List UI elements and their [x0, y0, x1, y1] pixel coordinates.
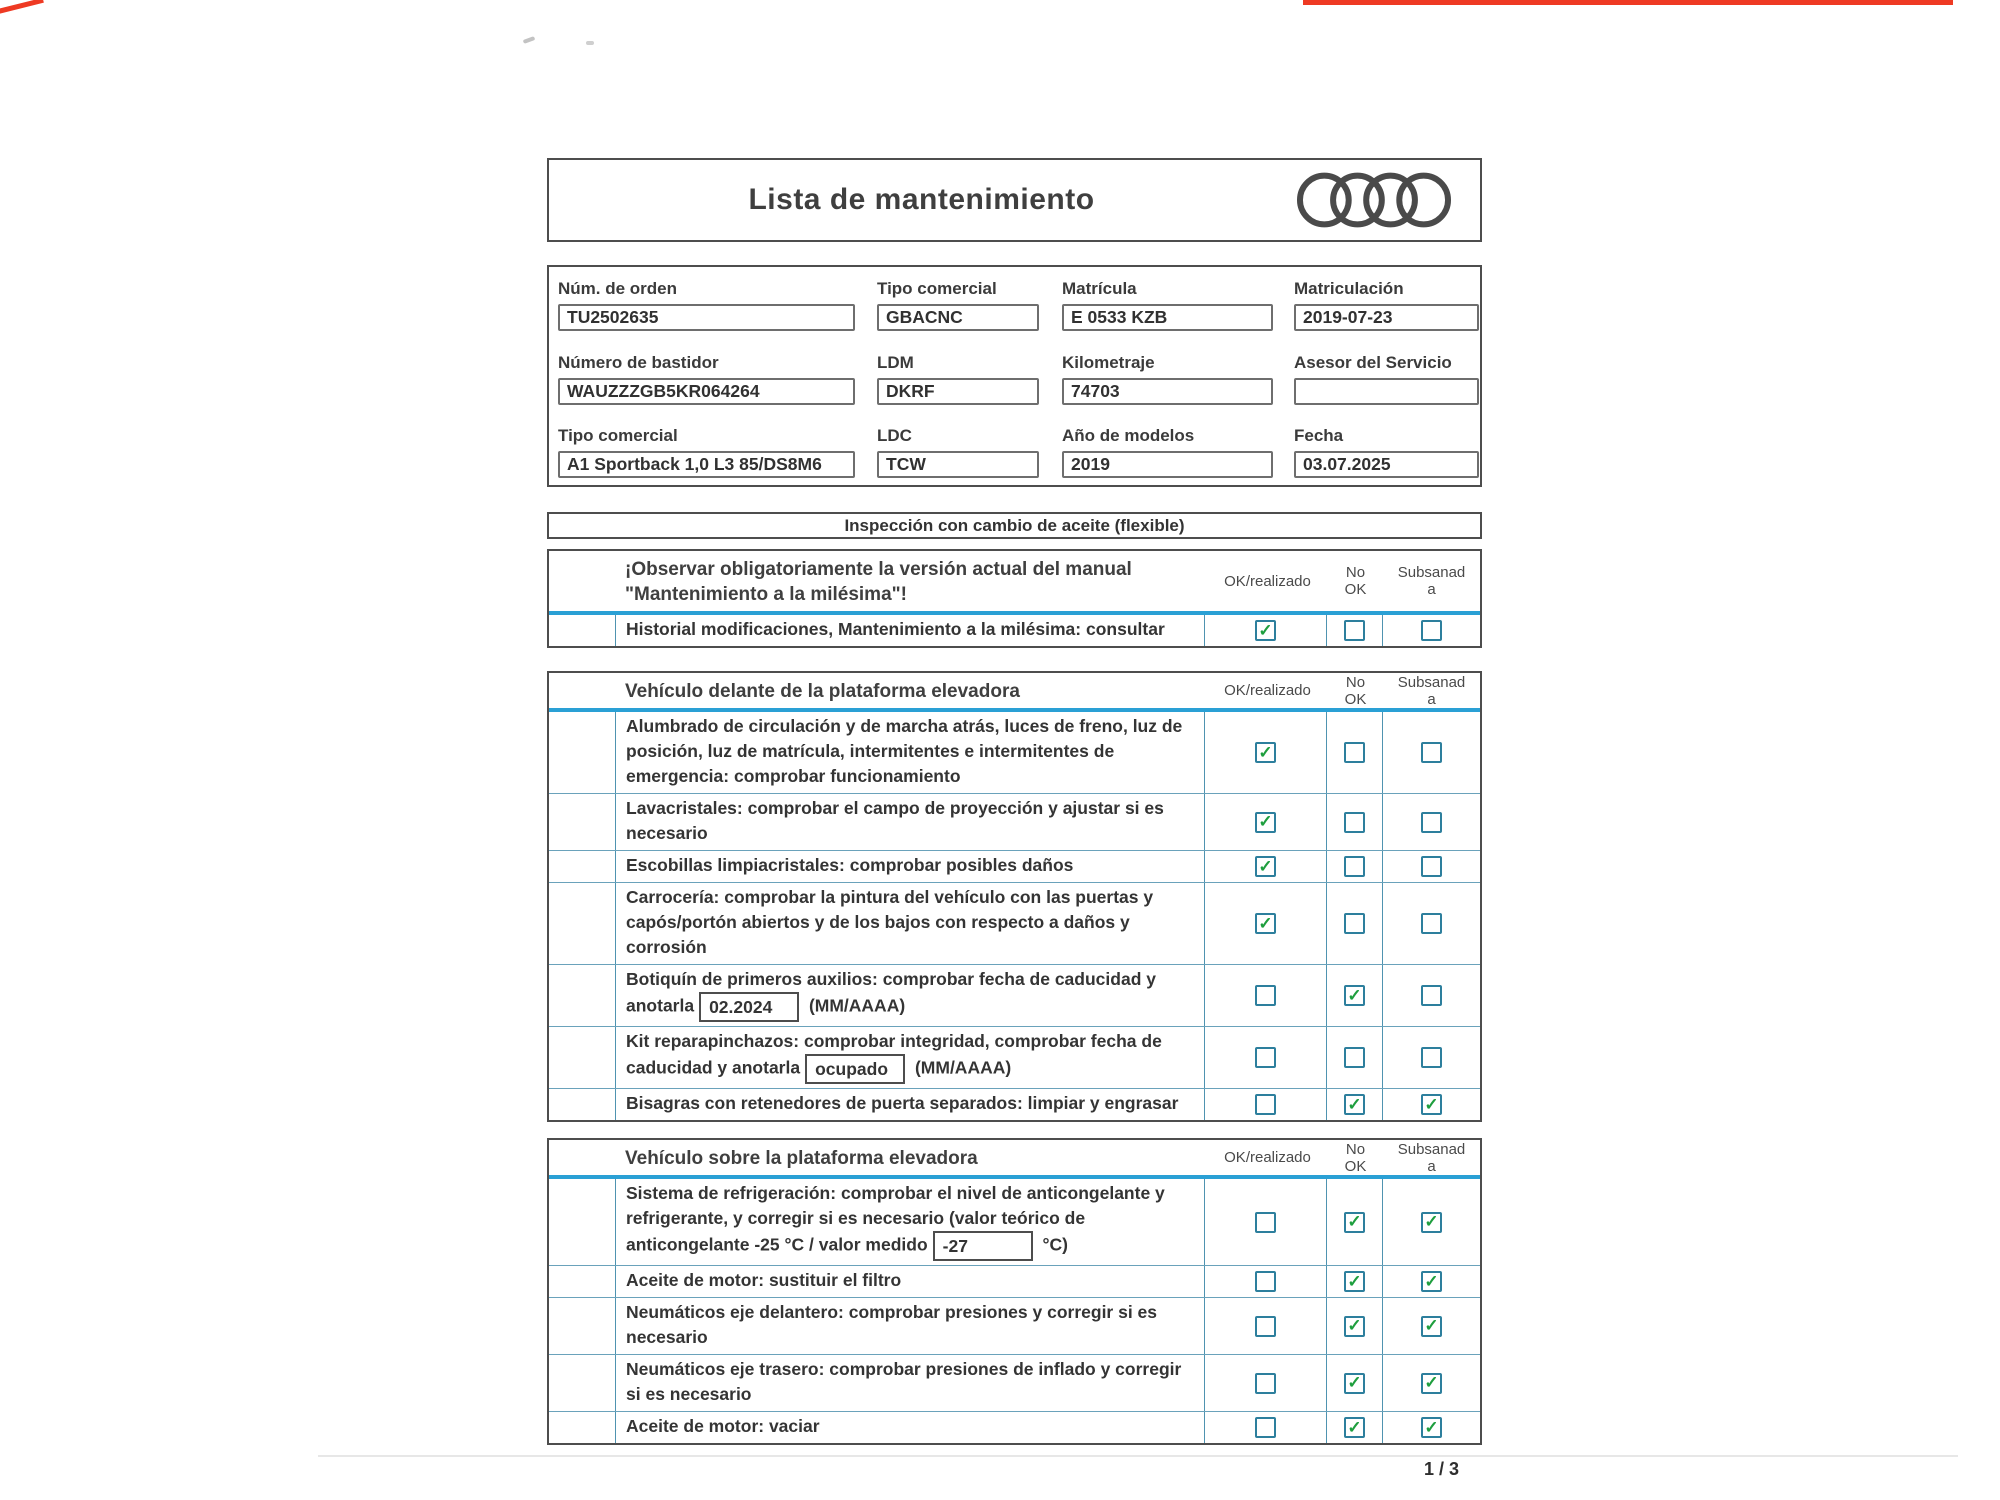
info-field [877, 426, 1039, 478]
row-spacer-cell [549, 712, 616, 793]
field-label: Fecha [1294, 426, 1344, 445]
check-cell-nok [1326, 1179, 1382, 1265]
row-task-text: Carrocería: comprobar la pintura del vehículo con las puertas y capós/portón abiertos y de los bajos con respecto a daños y corrosión [626, 887, 1154, 957]
check-cell-fixed [1382, 851, 1480, 882]
check-cell-fixed [1382, 1355, 1480, 1411]
check-cell-ok [1204, 1089, 1326, 1120]
checkbox-no-ok[interactable]: ✓ [1344, 1271, 1365, 1292]
inspection-banner: Inspección con cambio de aceite (flexible) [547, 512, 1482, 539]
check-cell-nok [1326, 1355, 1382, 1411]
checkbox-no-ok[interactable] [1344, 812, 1365, 833]
checklist-row [549, 615, 1480, 646]
checkbox-subsanada[interactable] [1421, 620, 1442, 641]
vehicle-info-box [547, 265, 1482, 487]
row-task-text: Kit reparapinchazos: comprobar integridad, comprobar fecha de caducidad y anotarla ocupado (MM/AAAA) [616, 1027, 1204, 1088]
field-label: LDC [877, 426, 912, 445]
row-task-text: Botiquín de primeros auxilios: comprobar fecha de caducidad y anotarla 02.2024 (MM/AAAA) [616, 965, 1204, 1026]
section-header [549, 1140, 1480, 1179]
checkbox-subsanada[interactable] [1421, 985, 1442, 1006]
row-spacer-cell [549, 1266, 616, 1297]
check-cell-fixed [1382, 965, 1480, 1026]
check-cell-nok [1326, 1298, 1382, 1354]
info-field [1294, 279, 1479, 331]
checklist-row [549, 1088, 1480, 1120]
field-label: Tipo comercial [877, 279, 997, 298]
checkbox-ok-realizado[interactable] [1255, 1271, 1276, 1292]
checkbox-no-ok[interactable]: ✓ [1344, 1212, 1365, 1233]
row-task-text: Neumáticos eje trasero: comprobar presiones de inflado y corregir si es necesario [626, 1359, 1182, 1404]
checkbox-ok-realizado[interactable] [1255, 1094, 1276, 1115]
page-title: Lista de mantenimiento [748, 183, 1095, 216]
check-cell-fixed [1382, 1266, 1480, 1297]
check-cell-fixed [1382, 794, 1480, 850]
column-header-ok: OK/realizado [1224, 1149, 1311, 1166]
field-value-box[interactable]: E 0533 KZB [1062, 304, 1273, 331]
checkbox-ok-realizado[interactable] [1255, 1316, 1276, 1337]
checkbox-no-ok[interactable]: ✓ [1344, 1373, 1365, 1394]
section-title: ¡Observar obligatoriamente la versión actual del manual "Mantenimiento a la milésima"! [625, 559, 1132, 605]
field-label: Tipo comercial [558, 426, 678, 445]
check-cell-ok [1204, 851, 1326, 882]
field-value-box[interactable]: WAUZZZGB5KR064264 [558, 378, 855, 405]
checklist-sections [547, 549, 1482, 1445]
checklist-row [549, 1354, 1480, 1411]
checklist-section [547, 1138, 1482, 1445]
checkbox-subsanada[interactable] [1421, 913, 1442, 934]
checkbox-ok-realizado[interactable]: ✓ [1255, 856, 1276, 877]
column-header-ok: OK/realizado [1224, 572, 1311, 590]
info-field [558, 353, 855, 405]
section-header [549, 551, 1480, 615]
field-label: Año de modelos [1062, 426, 1195, 445]
checkbox-ok-realizado[interactable] [1255, 1212, 1276, 1233]
checklist-row [549, 850, 1480, 882]
check-cell-fixed [1382, 1089, 1480, 1120]
checkbox-no-ok[interactable] [1344, 620, 1365, 641]
row-task-text: Neumáticos eje delantero: comprobar presiones y corregir si es necesario [626, 1302, 1158, 1347]
check-cell-fixed [1382, 1027, 1480, 1088]
field-value-box[interactable]: A1 Sportback 1,0 L3 85/DS8M6 [558, 451, 855, 478]
check-cell-ok [1204, 712, 1326, 793]
scan-artifact-speck [586, 41, 594, 45]
check-cell-ok [1204, 1179, 1326, 1265]
checkbox-subsanada[interactable]: ✓ [1421, 1373, 1442, 1394]
row-task-text: Escobillas limpiacristales: comprobar posibles daños [626, 855, 1074, 875]
check-cell-ok [1204, 965, 1326, 1026]
checkbox-subsanada[interactable] [1421, 742, 1442, 763]
check-cell-nok [1326, 615, 1382, 646]
checklist-section [547, 549, 1482, 648]
info-field [1062, 426, 1273, 478]
row-task-text: Bisagras con retenedores de puerta separados: limpiar y engrasar [626, 1093, 1179, 1113]
checkbox-no-ok[interactable]: ✓ [1344, 1417, 1365, 1438]
field-label: Núm. de orden [558, 279, 678, 298]
page-number: 1 / 3 [1424, 1459, 1460, 1479]
field-value-box[interactable]: TCW [877, 451, 1039, 478]
check-cell-fixed [1382, 1298, 1480, 1354]
check-cell-nok [1326, 883, 1382, 964]
inline-value-box[interactable]: 02.2024 [699, 992, 799, 1022]
row-task-text: Alumbrado de circulación y de marcha atrás, luces de freno, luz de posición, luz de matrícula, intermitentes e intermitentes de emergencia: comprobar funcionamiento [626, 716, 1183, 786]
info-field [1294, 353, 1479, 405]
row-task-text: Aceite de motor: sustituir el filtro [626, 1270, 902, 1290]
field-value-box[interactable]: GBACNC [877, 304, 1039, 331]
check-cell-nok [1326, 1027, 1382, 1088]
inline-value-box[interactable]: -27 [933, 1231, 1033, 1261]
info-field [558, 426, 855, 478]
inline-value-box[interactable]: ocupado [805, 1054, 905, 1084]
field-value-box[interactable]: 03.07.2025 [1294, 451, 1479, 478]
check-cell-ok [1204, 883, 1326, 964]
checkbox-no-ok[interactable] [1344, 913, 1365, 934]
field-label: LDM [877, 353, 914, 372]
checklist-section [547, 671, 1482, 1122]
row-spacer-cell [549, 1412, 616, 1443]
column-header-ok: OK/realizado [1224, 682, 1311, 699]
field-value-box[interactable]: 74703 [1062, 378, 1273, 405]
row-task-text: Sistema de refrigeración: comprobar el nivel de anticongelante y refrigerante, y corregir si es necesario (valor teórico de anticongelante -25 °C / valor medido -27 °C) [616, 1179, 1204, 1265]
check-cell-nok [1326, 712, 1382, 793]
row-spacer-cell [549, 1027, 616, 1088]
info-field [1294, 426, 1479, 478]
row-spacer-cell [549, 1089, 616, 1120]
row-task-text: Lavacristales: comprobar el campo de proyección y ajustar si es necesario [626, 798, 1164, 843]
checkbox-no-ok[interactable]: ✓ [1344, 1094, 1365, 1115]
checkbox-ok-realizado[interactable]: ✓ [1255, 620, 1276, 641]
checkbox-ok-realizado[interactable] [1255, 1417, 1276, 1438]
check-cell-nok [1326, 1089, 1382, 1120]
checkbox-ok-realizado[interactable] [1255, 1047, 1276, 1068]
checkbox-no-ok[interactable]: ✓ [1344, 1316, 1365, 1337]
row-spacer-cell [549, 883, 616, 964]
checklist-row [549, 1265, 1480, 1297]
check-cell-fixed [1382, 1179, 1480, 1265]
checkbox-ok-realizado[interactable] [1255, 985, 1276, 1006]
check-cell-nok [1326, 851, 1382, 882]
field-value-box[interactable]: TU2502635 [558, 304, 855, 331]
checklist-row [549, 712, 1480, 793]
column-header-fixed: Subsanada [1397, 1140, 1466, 1175]
checklist-row [549, 1297, 1480, 1354]
info-field [558, 279, 855, 331]
info-field [877, 279, 1039, 331]
column-header-nok: No OK [1344, 673, 1367, 708]
field-label: Asesor del Servicio [1294, 353, 1452, 372]
check-cell-nok [1326, 1266, 1382, 1297]
check-cell-ok [1204, 1355, 1326, 1411]
checkbox-no-ok[interactable] [1344, 742, 1365, 763]
row-spacer-cell [549, 1179, 616, 1265]
checkbox-no-ok[interactable]: ✓ [1344, 985, 1365, 1006]
column-header-nok: No OK [1344, 1140, 1367, 1175]
row-spacer-cell [549, 1355, 616, 1411]
field-label: Kilometraje [1062, 353, 1155, 372]
checkbox-ok-realizado[interactable] [1255, 1373, 1276, 1394]
row-spacer-cell [549, 851, 616, 882]
section-header [549, 673, 1480, 712]
check-cell-fixed [1382, 615, 1480, 646]
checkbox-subsanada[interactable]: ✓ [1421, 1417, 1442, 1438]
check-cell-fixed [1382, 1412, 1480, 1443]
checklist-row [549, 793, 1480, 850]
checkbox-subsanada[interactable]: ✓ [1421, 1094, 1442, 1115]
check-cell-ok [1204, 1027, 1326, 1088]
checkbox-subsanada[interactable] [1421, 812, 1442, 833]
check-cell-nok [1326, 794, 1382, 850]
document-header [547, 158, 1482, 242]
checkbox-ok-realizado[interactable]: ✓ [1255, 812, 1276, 833]
checkbox-no-ok[interactable] [1344, 1047, 1365, 1068]
checkbox-subsanada[interactable]: ✓ [1421, 1316, 1442, 1337]
info-field [1062, 353, 1273, 405]
checkbox-no-ok[interactable] [1344, 856, 1365, 877]
check-cell-fixed [1382, 883, 1480, 964]
field-value-box[interactable] [1294, 378, 1479, 405]
check-cell-ok [1204, 1298, 1326, 1354]
check-cell-ok [1204, 615, 1326, 646]
checklist-row [549, 1026, 1480, 1088]
scan-artifact-speck [523, 36, 536, 44]
column-header-nok: No OK [1344, 564, 1367, 598]
row-task-text: Aceite de motor: vaciar [626, 1416, 820, 1436]
field-value-box[interactable]: DKRF [877, 378, 1039, 405]
info-field [877, 353, 1039, 405]
checklist-row [549, 964, 1480, 1026]
checkbox-ok-realizado[interactable]: ✓ [1255, 742, 1276, 763]
checkbox-ok-realizado[interactable]: ✓ [1255, 913, 1276, 934]
row-task-text: Historial modificaciones, Mantenimiento a la milésima: consultar [626, 619, 1165, 639]
checklist-row [549, 1179, 1480, 1265]
checkbox-subsanada[interactable]: ✓ [1421, 1271, 1442, 1292]
section-title: Vehículo sobre la plataforma elevadora [625, 1148, 978, 1169]
check-cell-nok [1326, 1412, 1382, 1443]
row-spacer-cell [549, 965, 616, 1026]
field-value-box[interactable]: 2019-07-23 [1294, 304, 1479, 331]
check-cell-nok [1326, 965, 1382, 1026]
column-header-fixed: Subsanada [1397, 564, 1466, 598]
field-label: Número de bastidor [558, 353, 719, 372]
audi-rings-icon [1294, 169, 1454, 231]
footer-divider [318, 1455, 1958, 1457]
checkbox-subsanada[interactable] [1421, 856, 1442, 877]
field-label: Matriculación [1294, 279, 1404, 298]
column-header-fixed: Subsanada [1397, 673, 1466, 708]
scan-artifact-red-line [1303, 0, 1953, 5]
row-spacer-cell [549, 794, 616, 850]
check-cell-ok [1204, 794, 1326, 850]
row-spacer-cell [549, 1298, 616, 1354]
info-field [1062, 279, 1273, 331]
checkbox-subsanada[interactable]: ✓ [1421, 1212, 1442, 1233]
checklist-row [549, 1411, 1480, 1443]
checklist-row [549, 882, 1480, 964]
section-title: Vehículo delante de la plataforma elevadora [625, 681, 1020, 702]
row-spacer-cell [549, 615, 616, 646]
check-cell-ok [1204, 1412, 1326, 1443]
scan-artifact-red-corner [0, 0, 44, 15]
check-cell-ok [1204, 1266, 1326, 1297]
field-label: Matrícula [1062, 279, 1137, 298]
field-value-box[interactable]: 2019 [1062, 451, 1273, 478]
checkbox-subsanada[interactable] [1421, 1047, 1442, 1068]
check-cell-fixed [1382, 712, 1480, 793]
